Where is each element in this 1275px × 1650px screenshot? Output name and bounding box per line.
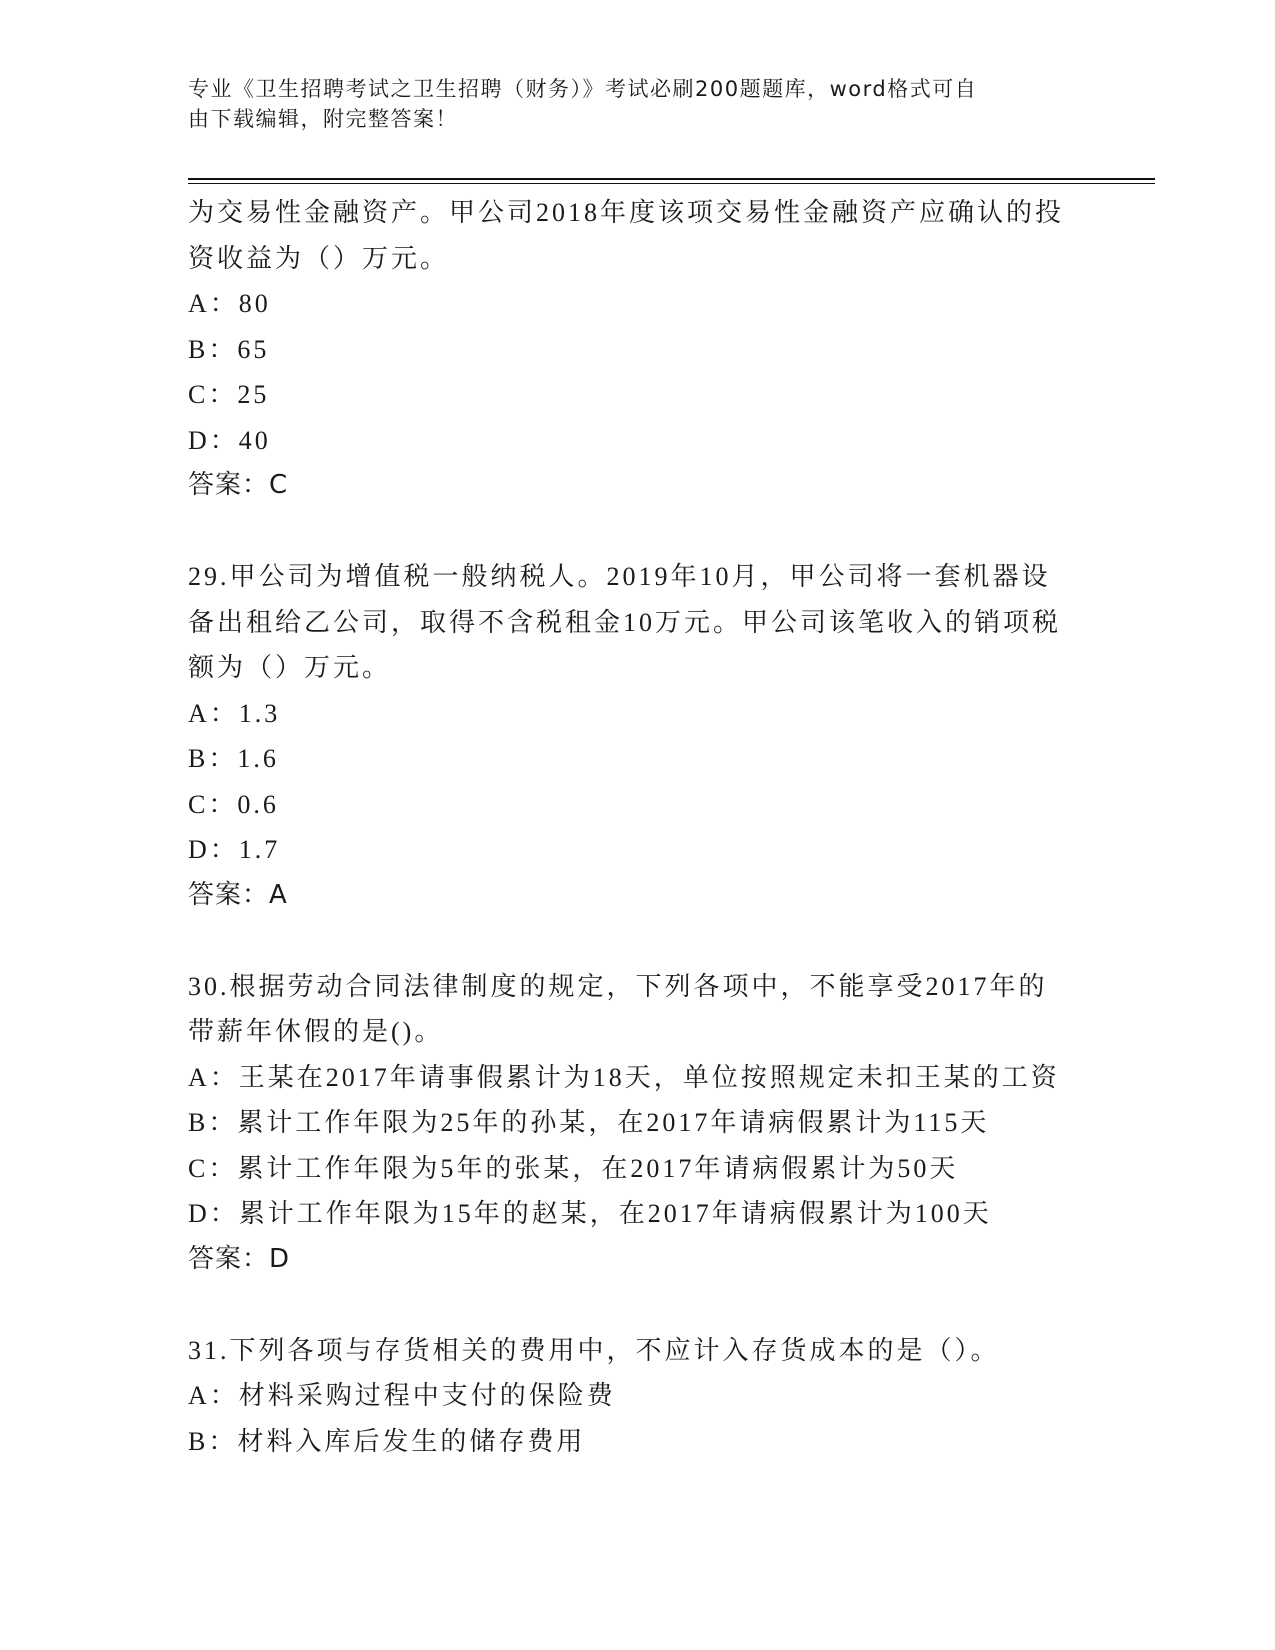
question-29 — [188, 554, 1088, 918]
question-stem-line: 29.甲公司为增值税一般纳税人。2019年10月，甲公司将一套机器设 — [188, 562, 1051, 591]
option-a: A：王某在2017年请事假累计为18天，单位按照规定未扣王某的工资 — [188, 1062, 1060, 1092]
question-stem-line: 额为（）万元。 — [188, 653, 392, 682]
question-stem-line: 30.根据劳动合同法律制度的规定，下列各项中，不能享受2017年的 — [188, 971, 1048, 1001]
option-b: B：材料入库后发生的储存费用 — [188, 1426, 586, 1456]
option-a: A：材料采购过程中支付的保险费 — [188, 1381, 616, 1410]
header-rule-thin — [188, 183, 1155, 184]
question-31 — [188, 1328, 1088, 1465]
question-stem-line: 资收益为（）万元。 — [188, 243, 450, 273]
document-header — [188, 74, 1068, 134]
option-b: B：65 — [188, 334, 270, 364]
header-rule-thick — [188, 178, 1155, 180]
option-c: C：25 — [188, 380, 270, 409]
header-title-line-2: 由下载编辑，附完整答案！ — [188, 107, 458, 131]
option-c: C：累计工作年限为5年的张某，在2017年请病假累计为50天 — [188, 1153, 959, 1183]
question-content — [188, 190, 1088, 1464]
question-stem-line: 带薪年休假的是()。 — [188, 1017, 444, 1046]
option-d: D：1.7 — [188, 835, 281, 864]
option-c: C：0.6 — [188, 789, 279, 819]
option-d: D：40 — [188, 425, 271, 455]
question-30 — [188, 964, 1088, 1283]
answer-line: 答案：C — [188, 470, 289, 500]
option-d: D：累计工作年限为15年的赵某，在2017年请病假累计为100天 — [188, 1199, 992, 1228]
spacer — [188, 918, 1088, 964]
answer-line: 答案：D — [188, 1243, 291, 1274]
option-a: A：1.3 — [188, 698, 281, 728]
option-b: B：累计工作年限为25年的孙某，在2017年请病假累计为115天 — [188, 1108, 990, 1137]
option-b: B：1.6 — [188, 744, 279, 773]
spacer — [188, 509, 1088, 555]
option-a: A：80 — [188, 289, 271, 318]
question-stem-line: 备出租给乙公司，取得不含税租金10万元。甲公司该笔收入的销项税 — [188, 607, 1062, 637]
answer-line: 答案：A — [188, 879, 288, 910]
question-stem-line: 为交易性金融资产。甲公司2018年度该项交易性金融资产应确认的投 — [188, 198, 1065, 227]
question-28 — [188, 190, 1088, 509]
spacer — [188, 1282, 1088, 1328]
question-stem-line: 31.下列各项与存货相关的费用中，不应计入存货成本的是（）。 — [188, 1335, 1000, 1365]
header-title-line-1: 专业《卫生招聘考试之卫生招聘（财务）》考试必刷200题题库，word格式可自 — [188, 77, 978, 101]
